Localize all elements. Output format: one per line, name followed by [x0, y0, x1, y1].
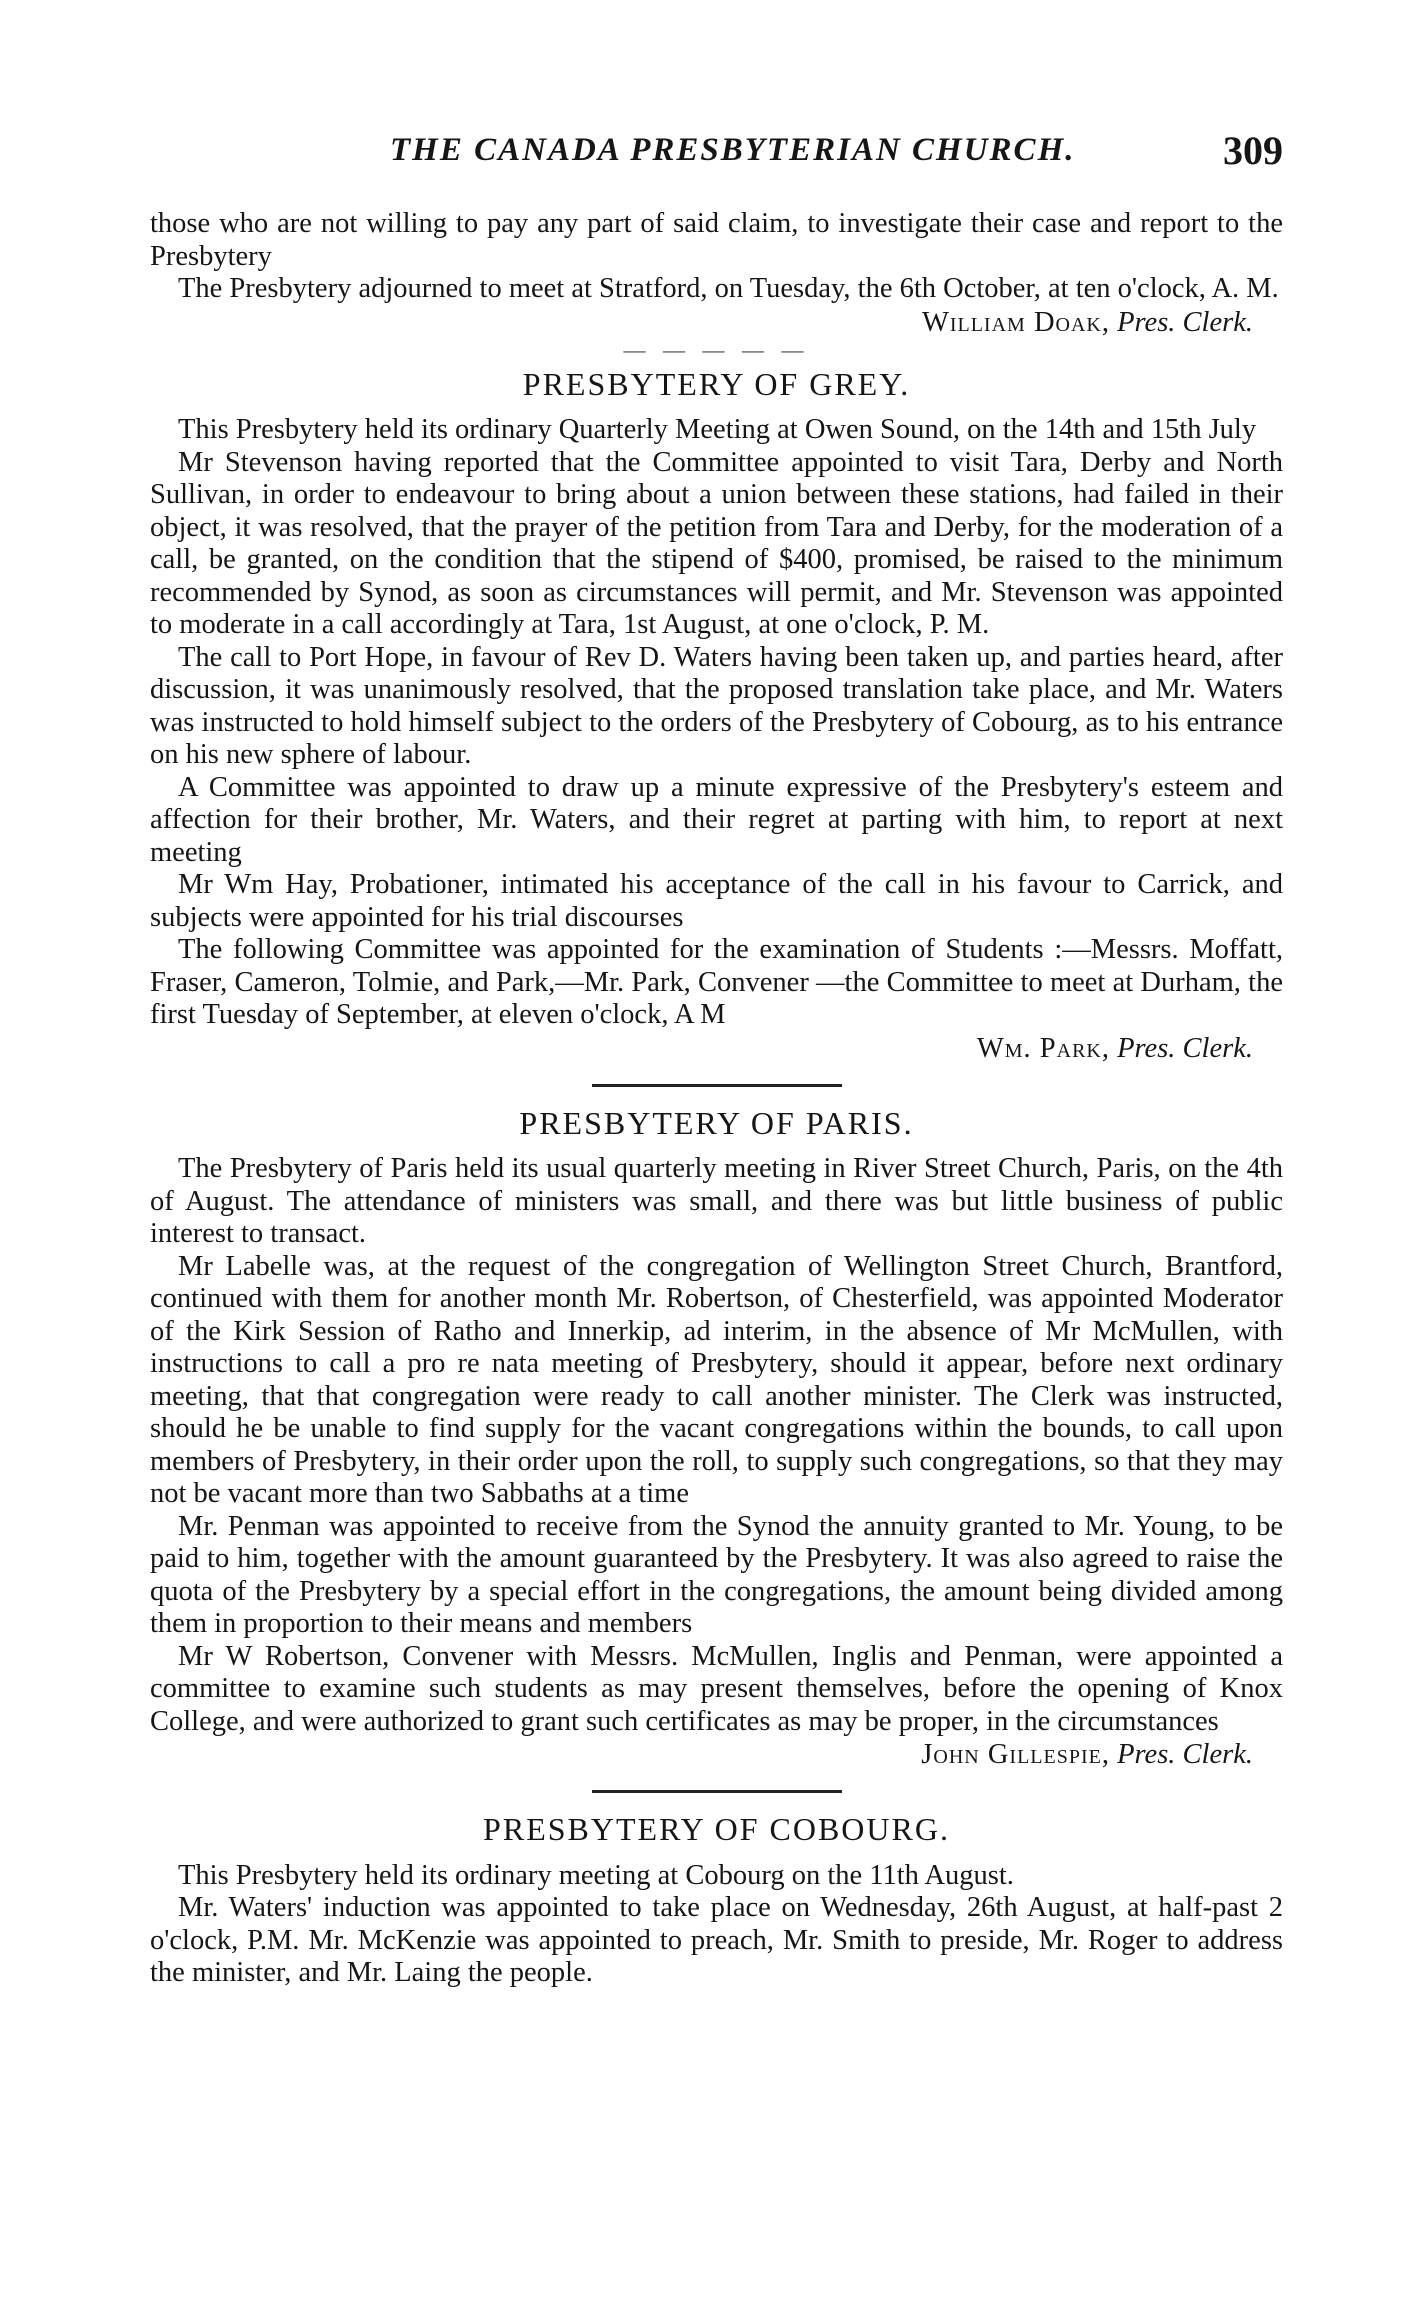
signature-title: Pres. Clerk.	[1117, 306, 1253, 338]
signature	[150, 306, 1283, 340]
section-heading: PRESBYTERY OF PARIS.	[519, 1104, 914, 1141]
section-previous-continuation	[150, 208, 1283, 360]
running-title: THE CANADA PRESBYTERIAN CHURCH.	[390, 131, 1076, 168]
section-rule	[592, 1084, 842, 1087]
paragraph: The Presbytery adjourned to meet at Stratford, on Tuesday, the 6th October, at ten o'clock, A. M.	[178, 273, 1279, 304]
signature-name: Wm. Park,	[976, 1032, 1110, 1064]
signature-name: John Gillespie,	[921, 1739, 1110, 1770]
page-number: 309	[1223, 127, 1283, 173]
paragraph: those who are not willing to pay any part of said claim, to investigate their case and report to the Presbytery	[150, 208, 1283, 272]
paragraph: The call to Port Hope, in favour of Rev D. Waters having been taken up, and parties heard, after discussion, it was unanimously resolved, that the proposed translation take place, and Mr. Waters was instructed to hold himself subject to the orders of the Presbytery of Cobourg, as to his entrance on his new sphere of labour.	[150, 641, 1283, 770]
paragraph: Mr W Robertson, Convener with Messrs. McMullen, Inglis and Penman, were appointed a committee to examine such students as may present themselves, before the opening of Knox College, and were authorized to grant such certificates as may be proper, in the circumstances	[150, 1640, 1283, 1737]
signature-title: Pres. Clerk.	[1117, 1739, 1253, 1770]
section-presbytery-of-cobourg	[150, 1813, 1283, 1990]
section-presbytery-of-paris	[150, 1104, 1283, 1773]
dash-divider: — — — — —	[623, 336, 810, 362]
paragraph: Mr. Penman was appointed to receive from the Synod the annuity granted to Mr. Young, to be paid to him, together with the amount guaranteed by the Presbytery. It was also agreed to raise the quota of the Presbytery by a special effort in the congregations, the amount being divided among them in proportion to their means and members	[150, 1510, 1283, 1639]
paragraph: A Committee was appointed to draw up a minute expressive of the Presbytery's esteem and affection for their brother, Mr. Waters, and their regret at parting with him, to report at next meeting	[150, 771, 1283, 868]
page-header	[150, 120, 1283, 180]
paragraph: This Presbytery held its ordinary Quarterly Meeting at Owen Sound, on the 14th and 15th July	[178, 414, 1257, 445]
paragraph: The Presbytery of Paris held its usual quarterly meeting in River Street Church, Paris, on the 4th of August. The attendance of ministers was small, and there was but little business of public interest to transact.	[150, 1153, 1283, 1249]
paragraph: Mr Labelle was, at the request of the congregation of Wellington Street Church, Brantford, continued with them for another month Mr. Robertson, of Chesterfield, was appointed Moderator of the Kirk Session of Ratho and Innerkip, ad interim, in the absence of Mr McMullen, with instructions to call a pro re nata meeting of Presbytery, should it appear, before next ordinary meeting, that that congregation were ready to call another minister. The Clerk was instructed, should he be unable to find supply for the vacant congregations within the bounds, to call upon members of Presbytery, in their order upon the roll, to supply such congregations, so that they may not be vacant more than two Sabbaths at a time	[150, 1250, 1283, 1509]
signature	[150, 1032, 1283, 1066]
section-presbytery-of-grey	[150, 365, 1283, 1066]
paragraph: Mr Wm Hay, Probationer, intimated his acceptance of the call in his favour to Carrick, and subjects were appointed for his trial discourses	[150, 869, 1283, 933]
section-heading: PRESBYTERY OF COBOURG.	[483, 1811, 950, 1847]
signature	[150, 1738, 1283, 1772]
signature-title: Pres. Clerk.	[1117, 1032, 1253, 1064]
paragraph: The following Committee was appointed for the examination of Students :—Messrs. Moffatt, Fraser, Cameron, Tolmie, and Park,—Mr. Park, Convener —the Committee to meet at Durham, the first Tuesday of September, at eleven o'clock, A M	[150, 934, 1283, 1030]
section-rule	[592, 1790, 842, 1793]
paragraph: Mr. Waters' induction was appointed to take place on Wednesday, 26th August, at half-past 2 o'clock, P.M. Mr. McKenzie was appointed to preach, Mr. Smith to preside, Mr. Roger to address the minister, and Mr. Laing the people.	[150, 1892, 1283, 1988]
paragraph: This Presbytery held its ordinary meeting at Cobourg on the 11th August.	[178, 1859, 1014, 1891]
section-heading: PRESBYTERY OF GREY.	[522, 365, 911, 402]
page-body	[150, 208, 1283, 1990]
signature-name: William Doak,	[921, 306, 1110, 338]
paragraph: Mr Stevenson having reported that the Committee appointed to visit Tara, Derby and North Sullivan, in order to endeavour to bring about a union between these stations, had failed in their object, it was resolved, that the prayer of the petition from Tara and Derby, for the moderation of a call, be granted, on the condition that the stipend of $400, promised, be raised to the minimum recommended by Synod, as soon as circumstances will permit, and Mr. Stevenson was appointed to moderate in a call accordingly at Tara, 1st August, at one o'clock, P. M.	[150, 446, 1283, 640]
